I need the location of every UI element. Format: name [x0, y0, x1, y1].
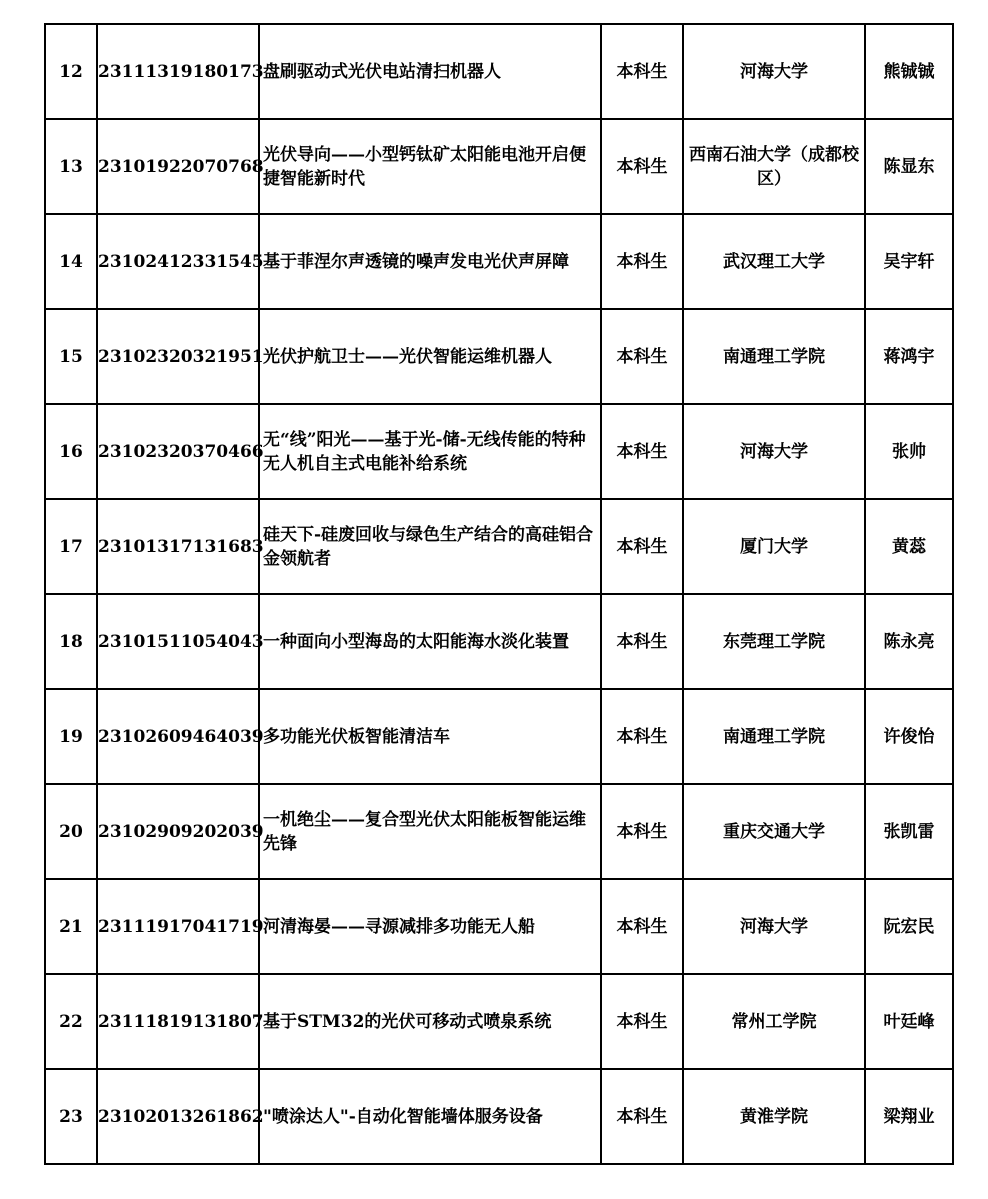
- team-leader: 张凯雷: [865, 784, 953, 879]
- row-number: 21: [45, 879, 97, 974]
- school-name: 西南石油大学（成都校区）: [683, 119, 865, 214]
- row-number: 22: [45, 974, 97, 1069]
- table-row: [45, 119, 953, 214]
- school-name: 重庆交通大学: [683, 784, 865, 879]
- table-row: [45, 689, 953, 784]
- project-id: 23101511054043: [97, 594, 259, 689]
- row-number: 15: [45, 309, 97, 404]
- table-row: [45, 499, 953, 594]
- team-leader: 黄蕊: [865, 499, 953, 594]
- student-level: 本科生: [601, 879, 683, 974]
- project-id: 23111819131807: [97, 974, 259, 1069]
- student-level: 本科生: [601, 784, 683, 879]
- team-leader: 熊铖铖: [865, 24, 953, 119]
- row-number: 23: [45, 1069, 97, 1164]
- project-id: 23101922070768: [97, 119, 259, 214]
- results-table-body: [45, 24, 953, 1164]
- project-id: 23101317131683: [97, 499, 259, 594]
- project-title: 一种面向小型海岛的太阳能海水淡化装置: [259, 594, 601, 689]
- team-leader: 吴宇轩: [865, 214, 953, 309]
- school-name: 南通理工学院: [683, 309, 865, 404]
- project-title: 硅天下-硅废回收与绿色生产结合的高硅铝合金领航者: [259, 499, 601, 594]
- school-name: 东莞理工学院: [683, 594, 865, 689]
- project-title: 无“线”阳光——基于光-储-无线传能的特种无人机自主式电能补给系统: [259, 404, 601, 499]
- project-id: 23111917041719: [97, 879, 259, 974]
- team-leader: 蒋鸿宇: [865, 309, 953, 404]
- project-title: 一机绝尘——复合型光伏太阳能板智能运维先锋: [259, 784, 601, 879]
- team-leader: 阮宏民: [865, 879, 953, 974]
- project-title: 基于STM32的光伏可移动式喷泉系统: [259, 974, 601, 1069]
- project-id: 23102609464039: [97, 689, 259, 784]
- project-title: 河清海晏——寻源减排多功能无人船: [259, 879, 601, 974]
- project-title: 基于菲涅尔声透镜的噪声发电光伏声屏障: [259, 214, 601, 309]
- project-title: 盘刷驱动式光伏电站清扫机器人: [259, 24, 601, 119]
- team-leader: 张帅: [865, 404, 953, 499]
- row-number: 13: [45, 119, 97, 214]
- table-row: [45, 404, 953, 499]
- school-name: 河海大学: [683, 24, 865, 119]
- row-number: 16: [45, 404, 97, 499]
- project-title: 光伏护航卫士——光伏智能运维机器人: [259, 309, 601, 404]
- school-name: 厦门大学: [683, 499, 865, 594]
- project-id: 23102013261862: [97, 1069, 259, 1164]
- student-level: 本科生: [601, 309, 683, 404]
- team-leader: 叶廷峰: [865, 974, 953, 1069]
- student-level: 本科生: [601, 499, 683, 594]
- project-title: 光伏导向——小型钙钛矿太阳能电池开启便捷智能新时代: [259, 119, 601, 214]
- table-row: [45, 24, 953, 119]
- team-leader: 陈永亮: [865, 594, 953, 689]
- results-table: [44, 23, 954, 1165]
- school-name: 南通理工学院: [683, 689, 865, 784]
- student-level: 本科生: [601, 594, 683, 689]
- project-id: 23111319180173: [97, 24, 259, 119]
- student-level: 本科生: [601, 689, 683, 784]
- project-id: 23102320370466: [97, 404, 259, 499]
- student-level: 本科生: [601, 24, 683, 119]
- student-level: 本科生: [601, 974, 683, 1069]
- student-level: 本科生: [601, 1069, 683, 1164]
- row-number: 18: [45, 594, 97, 689]
- team-leader: 许俊怡: [865, 689, 953, 784]
- project-id: 23102320321951: [97, 309, 259, 404]
- student-level: 本科生: [601, 404, 683, 499]
- project-title: 多功能光伏板智能清洁车: [259, 689, 601, 784]
- school-name: 河海大学: [683, 404, 865, 499]
- table-row: [45, 309, 953, 404]
- project-title: "喷涂达人"-自动化智能墙体服务设备: [259, 1069, 601, 1164]
- project-id: 23102909202039: [97, 784, 259, 879]
- student-level: 本科生: [601, 214, 683, 309]
- school-name: 河海大学: [683, 879, 865, 974]
- team-leader: 陈显东: [865, 119, 953, 214]
- row-number: 14: [45, 214, 97, 309]
- table-row: [45, 594, 953, 689]
- school-name: 黄淮学院: [683, 1069, 865, 1164]
- team-leader: 梁翔业: [865, 1069, 953, 1164]
- school-name: 常州工学院: [683, 974, 865, 1069]
- table-row: [45, 784, 953, 879]
- row-number: 20: [45, 784, 97, 879]
- project-id: 23102412331545: [97, 214, 259, 309]
- school-name: 武汉理工大学: [683, 214, 865, 309]
- table-row: [45, 1069, 953, 1164]
- row-number: 12: [45, 24, 97, 119]
- row-number: 19: [45, 689, 97, 784]
- table-row: [45, 974, 953, 1069]
- table-row: [45, 214, 953, 309]
- student-level: 本科生: [601, 119, 683, 214]
- row-number: 17: [45, 499, 97, 594]
- table-row: [45, 879, 953, 974]
